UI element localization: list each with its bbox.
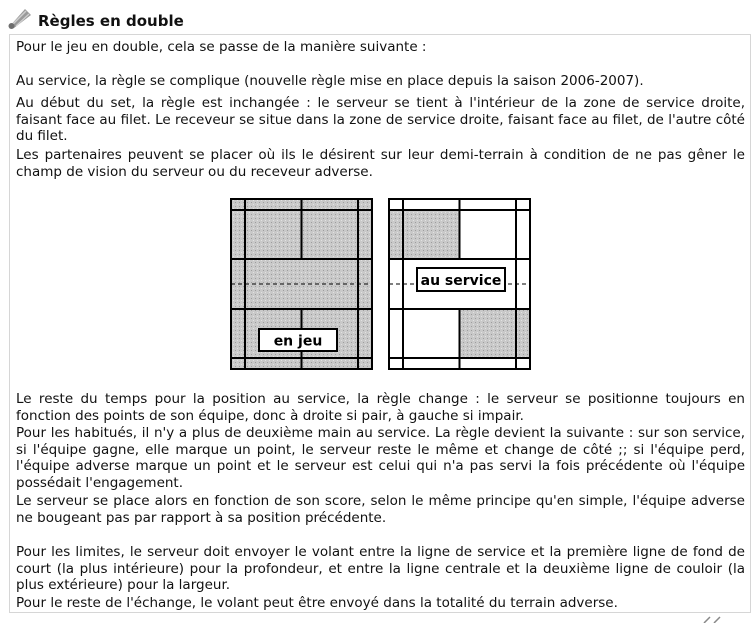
left-court — [231, 199, 372, 369]
section-header — [0, 0, 753, 33]
paragraph-service: Au service, la règle se complique (nouvelle règle mise en place depuis la saison 2006-2007). — [16, 73, 644, 89]
en-jeu-label: en jeu — [273, 333, 323, 350]
content-bottom-border — [9, 612, 751, 613]
page-title: Règles en double — [38, 12, 184, 30]
court-diagram — [230, 197, 532, 373]
paragraph-habitues: Pour les habitués, il n'y a plus de deuxième main au service. La règle devient la suivante : sur son service, si l'équipe gagne, elle marque un point, le serveur reste le même et change de côté ;; si l'équipe perd, l'équipe adverse marque un point et le serveur est celui qui n'a pas servi la fois précédente où l'équipe possédait l'engagement. — [16, 425, 745, 491]
paragraph-partners: Les partenaires peuvent se placer où ils le désirent sur leur demi-terrain à condition de ne pas gêner le champ de vision du serveur ou du receveur adverse. — [16, 147, 745, 180]
paragraph-intro: Pour le jeu en double, cela se passe de la manière suivante : — [16, 39, 427, 55]
shuttlecock-icon — [7, 5, 33, 29]
paragraph-exchange: Pour le reste de l'échange, le volant peut être envoyé dans la totalité du terrain adverse. — [16, 595, 618, 611]
paragraph-limits: Pour les limites, le serveur doit envoyer le volant entre la ligne de service et la première ligne de fond de court (la plus intérieure) pour la profondeur, et entre la ligne centrale et la deuxième ligne de couloir (la plus extérieure) pour la largeur. — [16, 544, 745, 593]
paragraph-set-start: Au début du set, la règle est inchangée : le serveur se tient à l'intérieur de la zone de service droite, faisant face au filet. Le receveur se situe dans la zone de service droite, faisant face au filet, de l'autre côté du filet. — [16, 95, 745, 144]
paragraph-score: Le serveur se place alors en fonction de son score, selon le même principe qu'en simple, l'équipe adverse ne bougeant pas par rapport à sa position précédente. — [16, 493, 745, 526]
receiver-zone-shaded — [389, 210, 460, 259]
server-zone-shaded — [460, 309, 531, 358]
au-service-label: au service — [420, 273, 502, 289]
paragraph-position: Le reste du temps pour la position au service, la règle change : le serveur se positionne toujours en fonction des points de son équipe, donc à droite si pair, à gauche si impair. — [16, 391, 745, 424]
resize-corner-icon — [700, 616, 730, 623]
right-court — [389, 199, 530, 369]
